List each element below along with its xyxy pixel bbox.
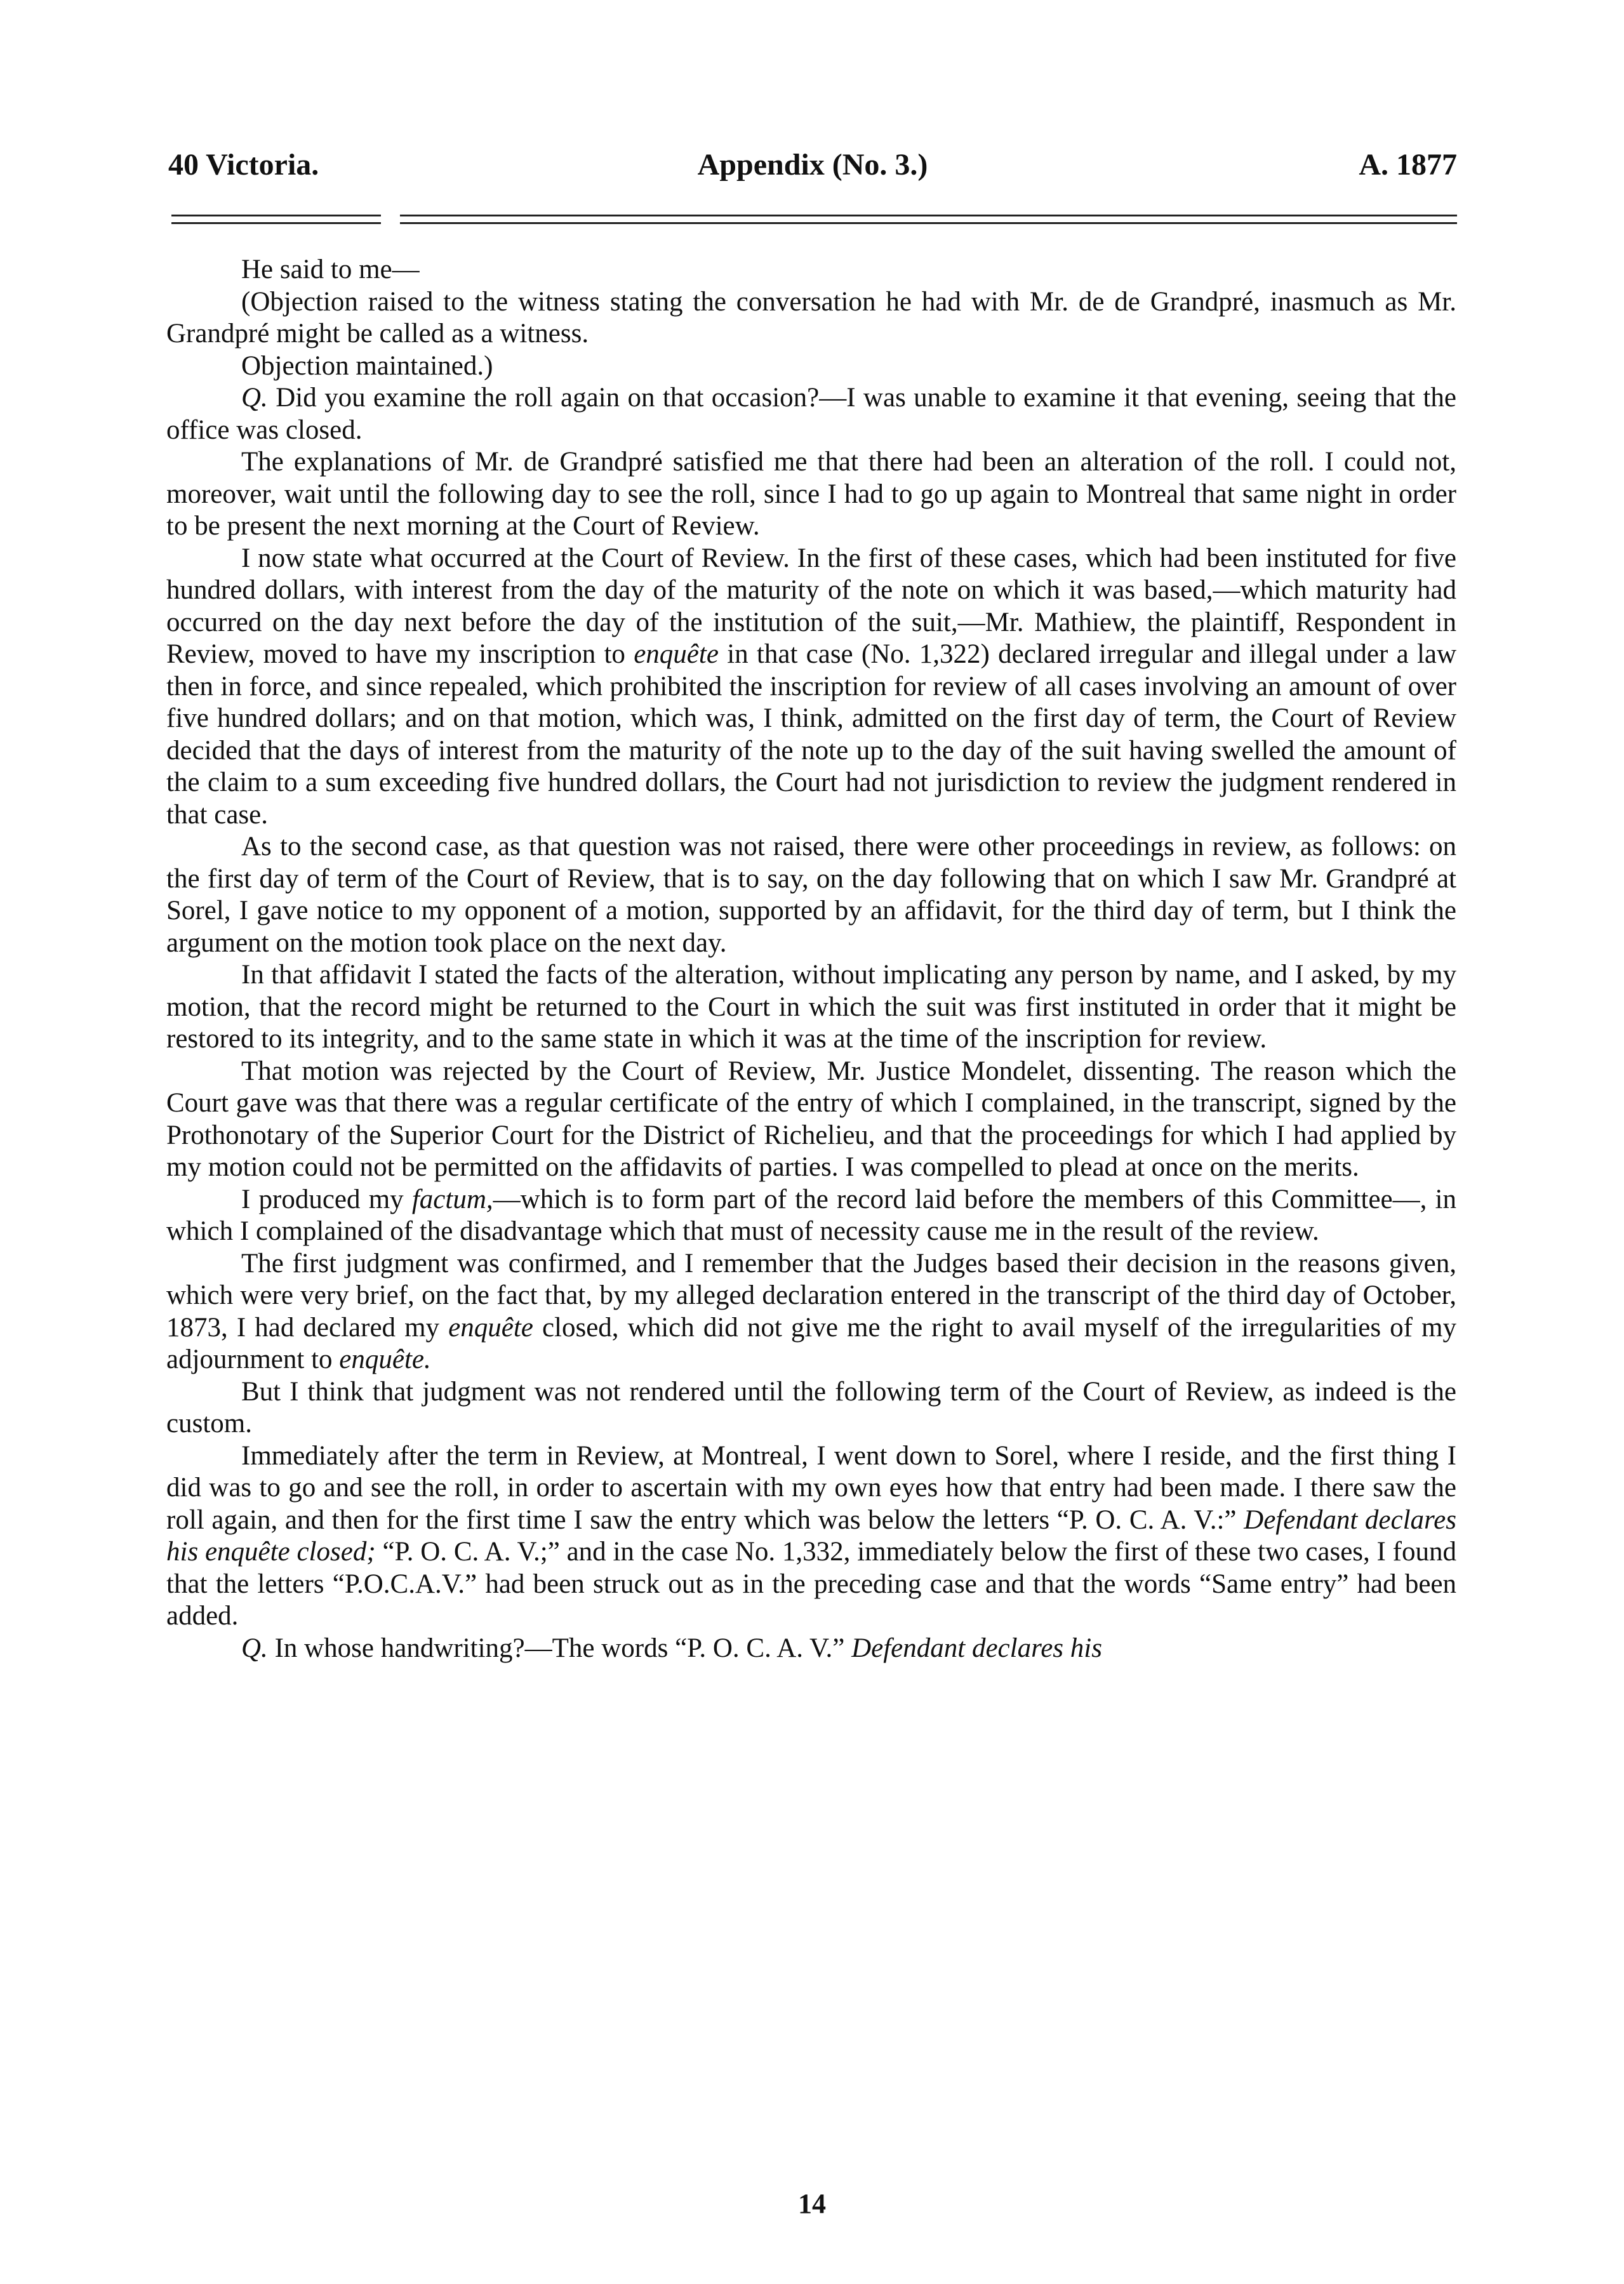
italic-term: enquête bbox=[448, 1312, 533, 1343]
paragraph bbox=[166, 1440, 1456, 1633]
paragraph bbox=[166, 382, 1456, 446]
text-run: “P. O. C. A. V.;” and in the case No. 1,332, immediately below the first of these two cases, I found that the letters “P.O.C.A.V.” had been struck out as in the preceding case and that the words “Same entry” had been added. bbox=[166, 1537, 1456, 1631]
paragraph: That motion was rejected by the Court of Review, Mr. Justice Mondelet, dissenting. The reason which the Court gave was that there was a regular certificate of the entry of which I complained, in the transcript, signed by the Prothonotary of the Superior Court for the District of Richelieu, and that the proceedings for which I had applied by my motion could not be permitted on the affidavits of parties. I was compelled to plead at once on the merits. bbox=[166, 1056, 1456, 1182]
paragraph bbox=[166, 286, 1456, 350]
italic-term: Defendant declares his enquête closed; bbox=[166, 1504, 1456, 1567]
paragraph: In that affidavit I stated the facts of the alteration, without implicating any person by name, and I asked, by my motion, that the record might be returned to the Court in which the suit was first instituted in order that it might be restored to its integrity, and to the same state in which it was at the time of the inscription for review. bbox=[166, 960, 1456, 1054]
text-run: I produced my bbox=[241, 1184, 404, 1214]
year-label: A. 1877 bbox=[1359, 148, 1457, 182]
italic-term: enquête bbox=[634, 639, 719, 669]
text-run: The first judgment was confirmed, and I remember that the Judges based their decision in the reasons given, which were very brief, on the fact that, by my alleged declaration entered in the transcript of the third day of October, 1873, I had declared my bbox=[166, 1248, 1456, 1343]
running-head bbox=[168, 147, 1457, 192]
body-text bbox=[166, 254, 1456, 1664]
question-mark: Q. bbox=[241, 383, 268, 413]
question-text: In whose handwriting?—The words “P. O. C. A. V.” bbox=[274, 1633, 845, 1663]
header-rule-right bbox=[400, 215, 1457, 229]
paragraph bbox=[166, 1633, 1456, 1665]
text-run: —which is to form part of the record laid before the members of this Committee—, in which I complained of the disadvantage which that must of necessity cause me in the result of the review. bbox=[166, 1184, 1456, 1246]
header-rule-left bbox=[171, 215, 381, 229]
italic-term: enquête. bbox=[339, 1345, 431, 1374]
text-run: Immediately after the term in Review, at Montreal, I went down to Sorel, where I reside, and the first thing I did was to go and see the roll, in order to ascertain with my own eyes how that entry had been made. I there saw the roll again, and then for the first time I saw the entry which was below the letters “P. O. C. A. V.:” bbox=[166, 1440, 1456, 1535]
paragraph: Objection maintained.) bbox=[241, 350, 493, 381]
paragraph bbox=[166, 543, 1456, 832]
paragraph bbox=[166, 1184, 1456, 1248]
paragraph: He said to me— bbox=[241, 255, 420, 284]
session-label: 40 Victoria. bbox=[168, 148, 319, 182]
question-text: Did you examine the roll again on that occasion?—I was unable to examine it that evening, seeing that the office was closed. bbox=[166, 383, 1457, 445]
appendix-label: Appendix (No. 3.) bbox=[697, 148, 928, 182]
paragraph: As to the second case, as that question was not raised, there were other proceedings in review, as follows: on the first day of term of the Court of Review, that is to say, on the day following that on which I saw Mr. Grandpré at Sorel, I gave notice to my opponent of a motion, supported by an affidavit, for the third day of term, but I think the argument on the motion took place on the next day. bbox=[166, 832, 1456, 958]
page-number: 14 bbox=[798, 2188, 826, 2219]
paragraph bbox=[166, 1248, 1456, 1376]
objection-text: (Objection raised to the witness stating the conversation he had with Mr. de de Grandpré, inasmuch as Mr. Grandpré might be called as a witness. bbox=[166, 286, 1456, 349]
paragraph: But I think that judgment was not rendered until the following term of the Court of Review, as indeed is the custom. bbox=[166, 1376, 1456, 1438]
text-run: closed, which did not give me the right to avail myself of the irregularities of my adjournment to bbox=[166, 1312, 1457, 1374]
italic-term: Defendant declares his bbox=[851, 1633, 1102, 1663]
italic-term: factum, bbox=[411, 1184, 493, 1214]
question-mark: Q. bbox=[241, 1633, 268, 1663]
paragraph: The explanations of Mr. de Grandpré satisfied me that there had been an alteration of the roll. I could not, moreover, wait until the following day to see the roll, since I had to go up again to Montreal that same night in order to be present the next morning at the Court of Review. bbox=[166, 447, 1456, 541]
text-run: I now state what occurred at the Court of Review. In the first of these cases, which had been instituted for five hundred dollars, with interest from the day of the maturity of the note on which it was based,—which maturity had occurred on the day next before the day of the institution of the suit,—Mr. Mathiew, the plaintiff, Respondent in Review, moved to have my inscription to bbox=[166, 543, 1456, 669]
text-run: in that case (No. 1,322) declared irregular and illegal under a law then in force, and since repealed, which prohibited the inscription for review of all cases involving an amount of over five hundred dollars; and on that motion, which was, I think, admitted on the first day of term, the Court of Review decided that the days of interest from the maturity of the note up to the day of the suit having swelled the amount of the claim to a sum exceeding five hundred dollars, the Court had not jurisdiction to review the judgment rendered in that case. bbox=[166, 639, 1457, 830]
